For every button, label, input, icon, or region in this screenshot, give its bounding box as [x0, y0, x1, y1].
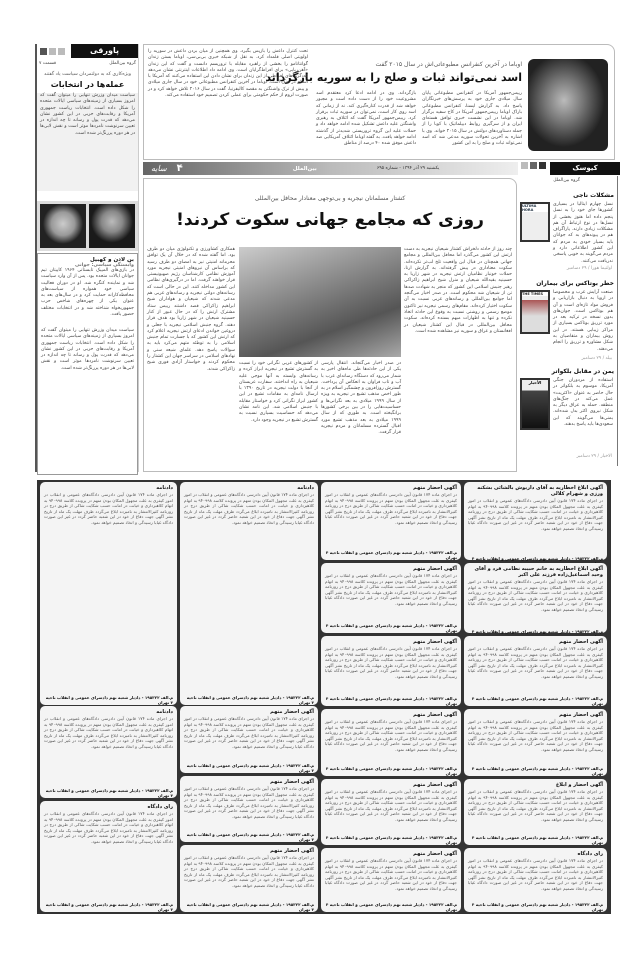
notice-title: آگهی احضار متهم — [270, 848, 314, 854]
notice-signature: م.الف ۱۹۵۳۲۲ - دادیار شعبه نهم دادسرای عمومی و انقلاب ناحیه ۴ تهران — [325, 902, 457, 912]
main-story-col: از کشورهای عربی نگرانی خود را نسبت به گسترش تشیع در نیجریه ابراز کرده و رسانه‌های وابسته به آنها موجی علیه شیعیان به راه انداختند. سفارت عربستان از آنجا با دولت نیجریه در تاریخ ۱۳۹۰ با ارسال نامه‌ای به مقامات تشیع در این کشور ابراز نگرانی کرد و خواستار مقابله با جنبش اسلامی شد. این نامه نشان می‌دهد که حساسیت بسیاری نسبت به گسترش تشیع در نیجریه وجود دارد. — [239, 361, 318, 423]
notice-body: در اجرای ماده ۱۷۴ قانون آیین دادرسی دادگاه‌های عمومی و انقلاب در امور کیفری به علت مجهول المکان بودن متهم در پرونده کلاسه ۹۴۰۹۹۸ به اتهام کلاهبرداری و خیانت در امانت حسب شکایت شاکی از طریق درج در روزنامه کثیرالانتشار به نامبرده ابلاغ می‌گردد ظرف مهلت یک ماه از تاریخ نشر آگهی جهت دفاع از خود در این شعبه حاضر گردد در غیر این صورت دادگاه غیابا رسیدگی و اتخاذ تصمیم خواهد نمود. — [468, 579, 604, 612]
notice-body: در اجرای ماده ۱۷۴ قانون آیین دادرسی دادگاه‌های عمومی و انقلاب در امور کیفری به علت مجهول المکان بودن متهم در پرونده کلاسه ۹۴۰۹۹۸ به اتهام کلاهبرداری و خیانت در امانت حسب شکایت شاکی از طریق درج در روزنامه کثیرالانتشار به نامبرده ابلاغ می‌گردد ظرف مهلت یک ماه از تاریخ نشر آگهی جهت دفاع از خود در این شعبه حاضر گردد در غیر این صورت دادگاه غیابا رسیدگی و اتخاذ تصمیم خواهد نمود. — [325, 646, 458, 679]
main-story-title: روزی که مجامع جهانی سکوت کردند! — [176, 210, 484, 230]
legal-notice — [464, 709, 607, 776]
notice-title: آگهی احضار متهم — [413, 712, 457, 718]
notice-body: در اجرای ماده ۱۷۴ قانون آیین دادرسی دادگاه‌های عمومی و انقلاب در امور کیفری به علت مجهول المکان بودن متهم در پرونده کلاسه ۹۴۰۹۹۸ به اتهام کلاهبرداری و خیانت در امانت حسب شکایت شاکی از طریق درج در روزنامه کثیرالانتشار به نامبرده ابلاغ می‌گردد ظرف مهلت یک ماه از تاریخ نشر آگهی جهت دفاع از خود در این شعبه حاضر گردد در غیر این صورت دادگاه غیابا رسیدگی و اتخاذ تصمیم خواهد نمود. — [325, 858, 458, 891]
notice-title: آگهی احضار و ابلاغ — [555, 782, 603, 788]
main-story-col: همکاری کشاورزی و تکنولوژی میان دو طرف بود. اما گفته شده که در خلال آن یک توافق محرمانه امنیتی نیز به امضای دو طرف رسید که براساس آن نیروهای امنیتی نیجریه مورد آموزش نظامی کارشناسان رژیم صهیونیستی قرار خواهند گرفت. اما در درگیری‌های نظامی این کشور مداخله کنند. این در حالی است که رسانه‌های دولتی نیجریه و رسانه‌های غربی هم مدعی شدند که شیعیان و هواداران شیخ ابراهیم زاکزاکی قصد داشتند رییس ستاد مشترک ارتش را که در حال عبور از کنار حسینیه شیعیان در شهر زاریا بود هدف قرار دهند. گروه جنبش اسلامی نیجریه با جعلی و دروغین خواندن ادعای ارتش نیجریه اعلام کرد که ارتش این کشور که با جسارت تمام جنبش اسلامی را به توطئه متهم می‌کرد باید به سوالات پاسخ دهد. علمای شیعه سنی و نهادهای اسلامی در سراسر جهان این کشتار را محکوم کردند و خواستار آزادی فوری شیخ زاکزاکی شدند. — [147, 247, 235, 372]
section-bar — [143, 162, 518, 175]
top-story-title: اسد نمی‌تواند ثبات و صلح را به سوریه بازگرداند — [265, 71, 522, 84]
notice-title: آگهی احضار متهم — [270, 709, 314, 715]
kiosk-item-title: مشکلات ناجی — [573, 192, 614, 199]
legal-notice — [464, 848, 607, 912]
feuilleton-kicker: ویژه‌کاری که به دولتمردان سیاست یاد گفتند — [43, 72, 132, 77]
notice-body: در اجرای ماده ۱۷۴ قانون آیین دادرسی دادگاه‌های عمومی و انقلاب در امور کیفری به علت مجهول المکان بودن متهم در پرونده کلاسه ۹۴۰۹۹۸ به اتهام کلاهبرداری و خیانت در امانت حسب شکایت شاکی از طریق درج در روزنامه کثیرالانتشار به نامبرده ابلاغ می‌گردد ظرف مهلت یک ماه از تاریخ نشر آگهی جهت دفاع از خود در این شعبه حاضر گردد در غیر این صورت دادگاه غیابا رسیدگی و اتخاذ تصمیم خواهد نمود. — [468, 719, 604, 752]
kiosk-item-source: الاخبار / ۲۹ دسامبر — [576, 454, 612, 459]
notice-body: در اجرای ماده ۱۷۴ قانون آیین دادرسی دادگاه‌های عمومی و انقلاب در امور کیفری به علت مجهول المکان بودن متهم در پرونده کلاسه ۹۴۰۹۹۸ به اتهام کلاهبرداری و خیانت در امانت حسب شکایت شاکی از طریق درج در روزنامه کثیرالانتشار به نامبرده ابلاغ می‌گردد ظرف مهلت یک ماه از تاریخ نشر آگهی جهت دفاع از خود در این شعبه حاضر گردد در غیر این صورت دادگاه غیابا رسیدگی و اتخاذ تصمیم خواهد نمود. — [325, 492, 458, 525]
notice-title: دادنامه — [297, 485, 314, 491]
notice-body: در اجرای ماده ۱۷۴ قانون آیین دادرسی دادگاه‌های عمومی و انقلاب در امور کیفری به علت مجهول المکان بودن متهم در پرونده کلاسه ۹۴۰۹۹۸ به اتهام کلاهبرداری و خیانت در امانت حسب شکایت شاکی از طریق درج در روزنامه کثیرالانتشار به نامبرده ابلاغ می‌گردد ظرف مهلت یک ماه از تاریخ نشر آگهی جهت دفاع از خود در این شعبه حاضر گردد در غیر این صورت دادگاه غیابا رسیدگی و اتخاذ تصمیم خواهد نمود. — [468, 646, 604, 679]
notice-title: آگهی ابلاغ اخطاریه به آقای داریوش بالشائی بشکنه ورزی و شهرام کلالی — [477, 485, 603, 497]
legal-notice — [321, 636, 461, 706]
legal-notice — [180, 482, 318, 705]
kiosk-tag: گروه بین‌الملل — [553, 178, 580, 183]
notice-signature: م.الف ۱۹۵۳۲۲ - دادیار شعبه نهم دادسرای عمومی و انقلاب ناحیه ۴ تهران — [325, 766, 457, 776]
legal-notice — [321, 848, 461, 912]
main-story-col: در صدر اخبار می‌گنجاند. انتقال پارسی یکی از این حادثه‌ها طی ماه‌های اخیر به شمار می‌رود که دستگاه رسانه‌ای غرب با آب و تاب فراوان به انعکاس آن پرداخت. گسترش روزافزون و چشمگیر اسلام در به طور اخص مذهب تشیع در نیجریه به ویژه از سال ۱۹۹۹ میلادی به بعد نگرانی‌ها و حساسیت‌هایی را در بین برخی کشورها برانگیخته است. به طوری که از سال ۱۹۹۹ میلادی به بعد مذهب تشیع مورد اقبال گسترده مسلمانان و مردم نیجریه قرار گرفت. — [321, 361, 401, 436]
obama-photo — [528, 59, 608, 151]
logo: سایه — [151, 164, 167, 173]
kiosk-item-source: بیلد / ۲۹ دسامبر — [581, 356, 612, 361]
notice-body: در اجرای ماده ۱۷۴ قانون آیین دادرسی دادگاه‌های عمومی و انقلاب در امور کیفری به علت مجهول المکان بودن متهم در پرونده کلاسه ۹۴۰۹۹۸ به اتهام کلاهبرداری و خیانت در امانت حسب شکایت شاکی از طریق درج در روزنامه کثیرالانتشار به نامبرده ابلاغ می‌گردد ظرف مهلت یک ماه از تاریخ نشر آگهی جهت دفاع از خود در این شعبه حاضر گردد در غیر این صورت دادگاه غیابا رسیدگی و اتخاذ تصمیم خواهد نمود. — [184, 716, 314, 749]
kiosk-item — [520, 280, 618, 364]
notice-title: رای دادگاه — [147, 804, 173, 810]
feuilleton-column — [35, 44, 139, 472]
notice-title: آگهی احضار متهم — [413, 639, 457, 645]
notice-signature: م.الف ۱۹۵۳۲۲ - دادیار شعبه نهم دادسرای عمومی و انقلاب ناحیه ۴ تهران — [186, 902, 314, 912]
notice-body: در اجرای ماده ۱۷۴ قانون آیین دادرسی دادگاه‌های عمومی و انقلاب در امور کیفری به علت مجهول المکان بودن متهم در پرونده کلاسه ۹۴۰۹۹۸ به اتهام کلاهبرداری و خیانت در امانت حسب شکایت شاکی از طریق درج در روزنامه کثیرالانتشار به نامبرده ابلاغ می‌گردد ظرف مهلت یک ماه از تاریخ نشر آگهی جهت دفاع از خود در این شعبه حاضر گردد در غیر این صورت دادگاه غیابا رسیدگی و اتخاذ تصمیم خواهد نمود. — [44, 811, 173, 844]
kiosk-item — [520, 192, 618, 276]
notice-title: آگهی احضار متهم — [270, 779, 314, 785]
issue-date: یکشنبه ۲۹ آذر ۱۳۹۴ - شماره ۶۹۵ — [376, 166, 440, 171]
feuilleton-label: پاورقی — [71, 44, 138, 58]
notice-body: در اجرای ماده ۱۷۴ قانون آیین دادرسی دادگاه‌های عمومی و انقلاب در امور کیفری به علت مجهول المکان بودن متهم در پرونده کلاسه ۹۴۰۹۹۸ به اتهام کلاهبرداری و خیانت در امانت حسب شکایت شاکی از طریق درج در روزنامه کثیرالانتشار به نامبرده ابلاغ می‌گردد ظرف مهلت یک ماه از تاریخ نشر آگهی جهت دفاع از خود در این شعبه حاضر گردد در غیر این صورت دادگاه غیابا رسیدگی و اتخاذ تصمیم خواهد نمود. — [468, 858, 604, 891]
feuilleton-header — [37, 44, 138, 58]
newspaper-cover: ULTIMA HORA — [520, 202, 550, 242]
section-name: بین‌الملل — [292, 165, 317, 172]
notice-title: آگهی احضار متهم — [413, 566, 457, 572]
legal-notice — [321, 779, 461, 845]
feuilleton-body: سیاست میدان وزرش تنهایی را میتوان گفت که امروز بسیاری از زمینه‌های سیاسی ایالات متحده را شکل داده است. انتخابات ریاست جمهوری آمریکا و رقابت‌های حزبی در این کشور نشان می‌دهد که قدرت پول و رسانه تا چه اندازه در تعیین سرنوشت نامزدها موثر است و نقش لابی‌ها در هر دوره پررنگ‌تر شده است. — [37, 93, 138, 191]
top-story-col: بازگرداند. وی در ادامه ادعا کرد معتقدم اسد مشروعیت خود را از دست داده است و مجبور خواهد شد از قدرت کناره‌گیری کند. نه از زمانی که اسد روی کار است، نمی‌توان در سوریه ثبات برقرار کرد. رییس‌جمهور آمریکا گفت که ائتلاف به رهبری واشنگتن علیه داعش تشکیل شده ادامه خواهد داد و حملات علیه این گروه تروریستی شدیدتر از گذشته ادامه خواهد یافت. به گفته اوباما ائتلاف آمریکایی صد داعش موفق شده ۴۰ درصد از مناطق — [316, 91, 416, 147]
kiosk-item-title: خطر بوتاکس برای بیماران — [536, 280, 614, 287]
nigeria-photo — [239, 247, 401, 357]
notice-body: در اجرای ماده ۱۷۴ قانون آیین دادرسی دادگاه‌های عمومی و انقلاب در امور کیفری به علت مجهول المکان بودن متهم در پرونده کلاسه ۹۴۰۹۹۸ به اتهام کلاهبرداری و خیانت در امانت حسب شکایت شاکی از طریق درج در روزنامه کثیرالانتشار به نامبرده ابلاغ می‌گردد ظرف مهلت یک ماه از تاریخ نشر آگهی جهت دفاع از خود در این شعبه حاضر گردد در غیر این صورت دادگاه غیابا رسیدگی و اتخاذ تصمیم خواهد نمود. — [325, 719, 458, 752]
notice-signature: م.الف ۱۹۵۳۲۲ - دادیار شعبه نهم دادسرای عمومی و انقلاب ناحیه ۴ تهران — [325, 623, 457, 633]
notice-signature: م.الف ۱۹۵۳۲۲ - دادیار شعبه نهم دادسرای عمومی و انقلاب ناحیه ۴ تهران — [186, 763, 314, 773]
notice-body: در اجرای ماده ۱۷۴ قانون آیین دادرسی دادگاه‌های عمومی و انقلاب در امور کیفری به علت مجهول المکان بودن متهم در پرونده کلاسه ۹۴۰۹۹۸ به اتهام کلاهبرداری و خیانت در امانت حسب شکایت شاکی از طریق درج در روزنامه کثیرالانتشار به نامبرده ابلاغ می‌گردد ظرف مهلت یک ماه از تاریخ نشر آگهی جهت دفاع از خود در این شعبه حاضر گردد در غیر این صورت دادگاه غیابا رسیدگی و اتخاذ تصمیم خواهد نمود. — [325, 573, 458, 606]
notice-signature: م.الف ۱۹۵۳۲۲ - دادیار شعبه نهم دادسرای عمومی و انقلاب ناحیه ۴ تهران — [471, 766, 603, 776]
caption-body: در بازی‌های المپیک تابستانی ۱۹۶۴ کاپیتان تیم جوانان ایالات متحده بود. پس از آن وارد سیاست شد و نماینده کنگره شد. او در دوران فعالیت سیاسی خود همواره از سیاست‌های محافظه‌کارانه حمایت کرد و در سال‌های بعد به عنوان یکی از چهره‌های شاخص حزب جمهوریخواه شناخته شد و در انتخابات مختلف حضور یافت. — [41, 268, 134, 318]
notice-title: دادنامه — [156, 485, 173, 491]
notice-title: آگهی احضار متهم — [413, 851, 457, 857]
notice-signature: م.الف ۱۹۵۳۲۲ - دادیار شعبه نهم دادسرای عمومی و انقلاب ناحیه ۴ تهران — [471, 902, 603, 912]
kiosk-item-body: استفاده از مزدوران جنگی آمریکا، موسوم به بلکواتر در حال حاضر به عنوان «اکثریت» عمل می‌کند در جنگ‌های منطقه. حمله به عراق دیگر به شکل نیروی اکثر بدل شده‌اند. یمنی‌ها می‌گویند که این سعودی‌ها باید پاسخ بدهند. — [553, 378, 613, 428]
notice-body: در اجرای ماده ۱۷۴ قانون آیین دادرسی دادگاه‌های عمومی و انقلاب در امور کیفری به علت مجهول المکان بودن متهم در پرونده کلاسه ۹۴۰۹۹۸ به اتهام کلاهبرداری و خیانت در امانت حسب شکایت شاکی از طریق درج در روزنامه کثیرالانتشار به نامبرده ابلاغ می‌گردد ظرف مهلت یک ماه از تاریخ نشر آگهی جهت دفاع از خود در این شعبه حاضر گردد در غیر این صورت دادگاه غیابا رسیدگی و اتخاذ تصمیم خواهد نمود. — [184, 855, 314, 888]
legal-notice — [321, 563, 461, 633]
notice-signature: م.الف ۱۹۵۳۲۲ - دادیار شعبه نهم دادسرای عمومی و انقلاب ناحیه ۴ تهران — [45, 695, 173, 705]
kiosk-label: کیوسک — [550, 162, 620, 175]
caption-sub: وابستگی سیاسی: جوانی — [75, 263, 134, 268]
notice-body: در اجرای ماده ۱۷۴ قانون آیین دادرسی دادگاه‌های عمومی و انقلاب در امور کیفری به علت مجهول المکان بودن متهم در پرونده کلاسه ۹۴۰۹۹۸ به اتهام کلاهبرداری و خیانت در امانت حسب شکایت شاکی از طریق درج در روزنامه کثیرالانتشار به نامبرده ابلاغ می‌گردد ظرف مهلت یک ماه از تاریخ نشر آگهی جهت دفاع از خود در این شعبه حاضر گردد در غیر این صورت دادگاه غیابا رسیدگی و اتخاذ تصمیم خواهد نمود. — [325, 789, 458, 822]
notice-signature: م.الف ۱۹۵۳۲۲ - دادیار شعبه نهم دادسرای عمومی و انقلاب ناحیه ۴ تهران — [186, 695, 314, 705]
kiosk-item-body: صنعت آرایش غرب و مخصوصا در اروپا به دنبال بازاریابی و فروش مواد تازه‌ای است و آن هم بوتاکس است. جوان‌های بدون نسخه در ترکیه بعد در مورد تزریق بوتاکس بسیاری از مراکز زیبایی هستند. در این روش بیماران و متقاضیان به شکل مشاوره و تزریق را انجام می‌دهند. — [553, 290, 613, 352]
notice-signature: م.الف ۱۹۵۳۲۲ - دادیار شعبه نهم دادسرای عمومی و انقلاب ناحیه ۴ تهران — [471, 696, 603, 706]
newspaper-cover: THE TIMES — [520, 290, 550, 334]
top-story — [143, 44, 615, 160]
notice-body: در اجرای ماده ۱۷۴ قانون آیین دادرسی دادگاه‌های عمومی و انقلاب در امور کیفری به علت مجهول المکان بودن متهم در پرونده کلاسه ۹۴۰۹۹۸ به اتهام کلاهبرداری و خیانت در امانت حسب شکایت شاکی از طریق درج در روزنامه کثیرالانتشار به نامبرده ابلاغ می‌گردد ظرف مهلت یک ماه از تاریخ نشر آگهی جهت دفاع از خود در این شعبه حاضر گردد در غیر این صورت دادگاه غیابا رسیدگی و اتخاذ تصمیم خواهد نمود. — [184, 492, 314, 525]
kiosk-column — [520, 162, 620, 472]
notice-signature: م.الف ۱۹۵۳۲۲ - دادیار شعبه نهم دادسرای عمومی و انقلاب ناحیه ۴ — [471, 556, 603, 561]
notice-signature: م.الف ۱۹۵۳۲۲ - دادیار شعبه نهم دادسرای عمومی و انقلاب ناحیه ۴ تهران — [325, 550, 457, 560]
kiosk-header — [520, 162, 620, 175]
legal-notice — [464, 563, 607, 633]
portrait-photo — [40, 204, 86, 248]
portrait-photo — [89, 204, 135, 248]
main-story — [143, 178, 517, 472]
notice-body: در اجرای ماده ۱۷۴ قانون آیین دادرسی دادگاه‌های عمومی و انقلاب در امور کیفری به علت مجهول المکان بودن متهم در پرونده کلاسه ۹۴۰۹۹۸ به اتهام کلاهبرداری و خیانت در امانت حسب شکایت شاکی از طریق درج در روزنامه کثیرالانتشار به نامبرده ابلاغ می‌گردد ظرف مهلت یک ماه از تاریخ نشر آگهی جهت دفاع از خود در این شعبه حاضر گردد در غیر این صورت دادگاه غیابا رسیدگی و اتخاذ تصمیم خواهد نمود. — [44, 492, 173, 525]
notice-title: دادنامه — [156, 709, 173, 715]
legal-notice — [180, 706, 318, 773]
notice-title: آگهی احضار متهم — [559, 712, 603, 718]
notice-signature: م.الف ۱۹۵۳۲۲ - دادیار شعبه نهم دادسرای عمومی و انقلاب ناحیه ۴ تهران — [325, 835, 457, 845]
part-number: قسمت ۷ — [39, 61, 57, 66]
main-story-kicker: کشتار مسلمانان نیجریه و بی‌توجهی معنادار محافل بین‌المللی — [254, 195, 406, 202]
notice-body: در اجرای ماده ۱۷۴ قانون آیین دادرسی دادگاه‌های عمومی و انقلاب در امور کیفری به علت مجهول المکان بودن متهم در پرونده کلاسه ۹۴۰۹۹۸ به اتهام کلاهبرداری و خیانت در امانت حسب شکایت شاکی از طریق درج در روزنامه کثیرالانتشار به نامبرده ابلاغ می‌گردد ظرف مهلت یک ماه از تاریخ نشر آگهی جهت دفاع از خود در این شعبه حاضر گردد در غیر این صورت دادگاه غیابا رسیدگی و اتخاذ تصمیم خواهد نمود. — [468, 789, 604, 822]
notice-title: آگهی احضار متهم — [413, 782, 457, 788]
main-story-col: چند روز از حادثه دلخراش کشتار شیعیان نیجریه به دست ارتش این کشور می‌گذرد اما محافل بین‌المللی و مجامع جهانی همچنان در قبال این واقعیت تلخ لب‌تر نکرده‌اند. سکوت معناداری در پیش گرفته‌اند. به گزارش ارنا، حملات خونبار نظامیان ارتش نیجریه در شهر زاریا به حسینیه بقیه‌الله شیعیان و منزل شیخ ابراهیم زاکزاکی رهبر جنبش اسلامی این کشور که منجر به شهادت صدها تن از شیعیان شد محکوم است. در صدر اخبار می‌گنجد اما جوامع بین‌المللی و رسانه‌های غربی نسبت به آن سکوت اختیار کرده‌اند. مقام‌های رسمی نیجریه نیز تاکنون موضع رسمی و روشنی نسبت به وقوع این حادثه اتخاذ نکرده و تنها به اظهارات مبهم بسنده کرده‌اند. سکوت محافل بین‌المللی در قبال این کشتار شیعیان در افغانستان و عراق و سوریه نیز مشاهده شده است. — [404, 247, 512, 334]
notice-title: آگهی احضار متهم — [559, 639, 603, 645]
kiosk-item — [520, 368, 618, 468]
top-story-kicker: اوباما در آخرین کنفرانس مطبوعاتی‌اش در سال ۲۰۱۵ گفت — [375, 61, 522, 68]
newspaper-cover: الأخبار — [520, 378, 550, 430]
kiosk-item-title: یمن در مقابل بلکواتر — [551, 368, 614, 375]
notice-signature: م.الف ۱۹۵۳۲۲ - دادیار شعبه نهم دادسرای عمومی و انقلاب ناحیه ۴ تهران — [186, 832, 314, 842]
legal-notices — [37, 480, 611, 914]
notice-signature: م.الف ۱۹۵۳۲۲ - دادیار شعبه نهم دادسرای عمومی و انقلاب ناحیه ۴ تهران — [325, 696, 457, 706]
kiosk-item-body: نسل چهارم ایتالیا در بسیاری کشورها جای خود را به نسل پنجم داده اما هنوز بخشی از نسل‌ها در نوع ارتباط آن هم مشکلات زیادی دارند. پاراگراف هم در پیوندهای به که جوانان باید بسیار خودی به مردم که این کشور اطلاعاتی دارد و مردم می‌گویند به خوبی پاسخی ندریافت می‌کنند. — [553, 202, 613, 264]
portrait-photos — [37, 201, 138, 251]
notice-title: رای دادگاه — [577, 851, 603, 857]
caption-body: سیاست میدان وزرش تنهایی را میتوان گفت که امروز بسیاری از زمینه‌های سیاسی ایالات متحده را شکل داده است. انتخابات ریاست جمهوری آمریکا و رقابت‌های حزبی در این کشور نشان می‌دهد که قدرت پول و رسانه تا چه اندازه در تعیین سرنوشت نامزدها موثر است و نقش لابی‌ها در هر دوره پررنگ‌تر شده است. — [41, 328, 134, 371]
top-story-col: رییس‌جمهور آمریکا در کنفرانس مطبوعاتی پایان سال میلادی جاری خود به پرسش‌های خبرنگاران پاسخ داد. به گزارش ایسنا، کنفرانس مطبوعاتی باراک اوباما رییس‌جمهور آمریکا در کاخ سفید برگزار شد. اوباما در این نشست خبری توافق هسته‌ای ایران و از سرگیری روابط دیپلماتیک با کوبا را از جمله دستاوردهای دولتش در سال ۲۰۱۵ خواند. وی با اشاره به آخرین تحولات سوریه مدعی شد که اسد نمی‌تواند ثبات و صلح را به این کشور — [422, 91, 522, 147]
page-number: ۴ — [176, 163, 183, 174]
caption-box — [37, 253, 138, 475]
top-story-col: تحت کنترل داعش را بازپس بگیرد. وی همچنین از میان بردن داعش در سوریه را اولویتی اصلی قلمداد کرد. به نقل از شبکه خبری بی‌بی‌سی، اوباما بستن زندان گوانتانامو را بخشی از راهبرد مقابله با تروریسم دانست و گفت که این زندان «آهن‌ربایی» برای افراط‌گرایان است. وی ادامه داد اطلاعات اینترنتی نشان می‌دهد که گروه‌های افراطی از این زندان برای نشان دادن این استفاده می‌کنند که آمریکا با اسلام در جنگ است. اوباما در آخرین کنفرانس مطبوعاتی خود در سال جاری میلادی و پیش از ترک واشنگتن به مقصد کالیفرنیا، گفت در سال ۲۰۱۶ تلاش خواهد کرد و در صورت لزوم از حکم حکومتی برای عملی کردن تصمیم خود استفاده می‌کند. — [148, 49, 308, 99]
legal-notice — [464, 636, 607, 706]
legal-notice — [321, 709, 461, 776]
legal-notice — [321, 482, 461, 560]
legal-notice — [40, 482, 177, 705]
notice-body: در اجرای ماده ۱۷۴ قانون آیین دادرسی دادگاه‌های عمومی و انقلاب در امور کیفری به علت مجهول المکان بودن متهم در پرونده کلاسه ۹۴۰۹۹۸ به اتهام کلاهبرداری و خیانت در امانت حسب شکایت شاکی از طریق درج در روزنامه کثیرالانتشار به نامبرده ابلاغ می‌گردد ظرف مهلت یک ماه از تاریخ نشر آگهی جهت دفاع از خود در این شعبه حاضر گردد در غیر این صورت دادگاه غیابا رسیدگی و اتخاذ تصمیم خواهد نمود. — [44, 716, 173, 749]
notice-signature: م.الف ۱۹۵۳۲۲ - دادیار شعبه نهم دادسرای عمومی و انقلاب ناحیه ۴ تهران — [471, 835, 603, 845]
legal-notice — [40, 706, 177, 798]
notice-body: در اجرای ماده ۱۷۴ قانون آیین دادرسی دادگاه‌های عمومی و انقلاب در امور کیفری به علت مجهول المکان بودن متهم در پرونده کلاسه ۹۴۰۹۹۸ به اتهام کلاهبرداری و خیانت در امانت حسب شکایت شاکی از طریق درج در روزنامه کثیرالانتشار به نامبرده ابلاغ می‌گردد ظرف مهلت یک ماه از تاریخ نشر آگهی جهت دفاع از خود در این شعبه حاضر گردد در غیر این صورت دادگاه غیابا رسیدگی و اتخاذ تصمیم خواهد نمود. — [468, 498, 604, 531]
notice-body: در اجرای ماده ۱۷۴ قانون آیین دادرسی دادگاه‌های عمومی و انقلاب در امور کیفری به علت مجهول المکان بودن متهم در پرونده کلاسه ۹۴۰۹۹۸ به اتهام کلاهبرداری و خیانت در امانت حسب شکایت شاکی از طریق درج در روزنامه کثیرالانتشار به نامبرده ابلاغ می‌گردد ظرف مهلت یک ماه از تاریخ نشر آگهی جهت دفاع از خود در این شعبه حاضر گردد در غیر این صورت دادگاه غیابا رسیدگی و اتخاذ تصمیم خواهد نمود. — [184, 786, 314, 819]
notice-signature: م.الف ۱۹۵۳۲۲ - دادیار شعبه نهم دادسرای عمومی و انقلاب ناحیه ۴ تهران — [45, 902, 173, 912]
legal-notice — [464, 779, 607, 845]
feuilleton-title: عمله‌ها در انتخابات — [50, 80, 125, 89]
notice-signature: م.الف ۱۹۵۳۲۲ - دادیار شعبه نهم دادسرای عمومی و انقلاب ناحیه ۴ تهران — [45, 788, 173, 798]
notice-title: آگهی احضار متهم — [413, 485, 457, 491]
section-tag: گروه بین‌الملل — [109, 61, 136, 66]
notice-signature: م.الف ۱۹۵۳۲۲ - دادیار شعبه نهم دادسرای عمومی و انقلاب ناحیه ۴ — [471, 629, 603, 634]
notice-title: آگهی ابلاغ اخطاریه به خانم حبیبه نظامی فرد و آقای وحید اسماعیل‌زاده فرزند علی اکبر — [474, 566, 603, 578]
legal-notice — [40, 801, 177, 912]
kiosk-item-source: اولتیما هورا / ۲۹ دسامبر — [566, 266, 612, 271]
legal-notice — [464, 482, 607, 560]
legal-notice — [180, 845, 318, 912]
caption-title: بن لادن و کهبیل — [89, 257, 134, 263]
legal-notice — [180, 776, 318, 842]
